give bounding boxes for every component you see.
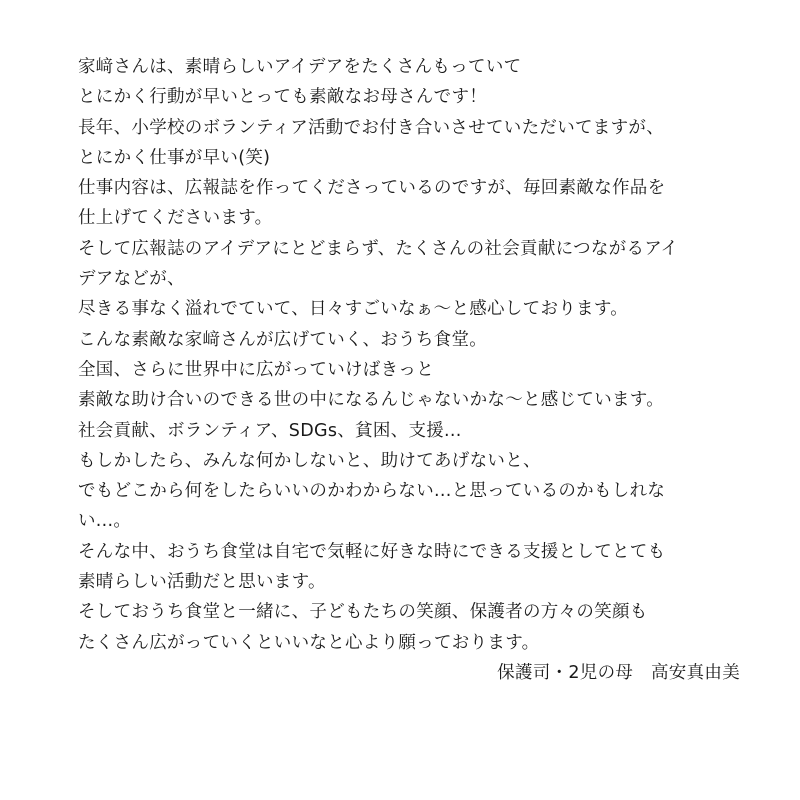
letter-line: 長年、小学校のボランティア活動でお付き合いさせていただいてますが、 (78, 117, 664, 138)
letter-line: 尽きる事なく溢れでていて、日々すごいなぁ～と感心しております。 (78, 299, 629, 320)
handwritten-letter (78, 52, 738, 688)
letter-signature: 保護司・2児の母 高安真由美 (497, 662, 740, 683)
letter-line: そんな中、おうち食堂は自宅で気軽に好きな時にできる支援としてとても (78, 541, 666, 562)
letter-line: 仕上げてくださいます。 (78, 208, 273, 229)
letter-line: とにかく行動が早いとっても素敵なお母さんです！ (78, 87, 488, 108)
letter-line: デアなどが、 (78, 269, 185, 290)
letter-line: 社会貢献、ボランティア、SDGs、貧困、支援... (78, 420, 462, 441)
letter-line: こんな素敵な家﨑さんが広げていく、おうち食堂。 (78, 329, 488, 350)
letter-line: たくさん広がっていくといいなと心より願っております。 (78, 632, 540, 653)
letter-line: そして広報誌のアイデアにとどまらず、たくさんの社会貢献につながるアイ (78, 238, 679, 259)
letter-line: もしかしたら、みんな何かしないと、助けてあげないと、 (78, 450, 541, 471)
letter-line: そしておうち食堂と一緒に、子どもたちの笑顔、保護者の方々の笑顔も (78, 602, 648, 623)
letter-line: とにかく仕事が早い(笑) (78, 147, 271, 168)
letter-line: 素晴らしい活動だと思います。 (78, 572, 326, 593)
letter-line: 素敵な助け合いのできる世の中になるんじゃないかな～と感じています。 (78, 390, 664, 411)
letter-line: 家﨑さんは、素晴らしいアイデアをたくさんもっていて (78, 57, 522, 77)
letter-line: い...。 (78, 511, 132, 532)
letter-line: でもどこから何をしたらいいのかわからない...と思っているのかもしれな (78, 481, 666, 502)
letter-line: 全国、さらに世界中に広がっていけばきっと (78, 359, 434, 380)
letter-line: 仕事内容は、広報誌を作ってくださっているのですが、毎回素敵な作品を (78, 178, 666, 199)
